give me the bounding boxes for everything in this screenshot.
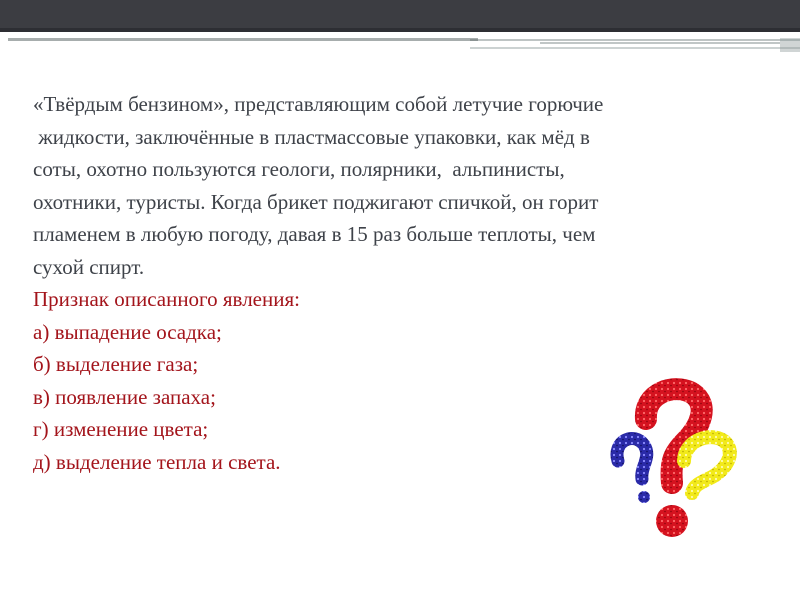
question-marks-icon (600, 375, 740, 545)
slide-header-bar (0, 0, 800, 28)
paragraph-line: жидкости, заключённые в пластмассовые упаковки, как мёд в (33, 124, 590, 149)
answer-option: г) изменение цвета; (33, 417, 209, 441)
paragraph-line: соты, охотно пользуются геологи, полярники, альпинисты, (33, 157, 565, 181)
blue-question-mark-icon (617, 438, 650, 503)
header-decoration-lines (0, 28, 800, 68)
answer-option: б) выделение газа; (33, 352, 199, 376)
paragraph-line: «Твёрдым бензином», представляющим собой летучие горючие (33, 92, 604, 116)
yellow-question-mark-icon (684, 437, 730, 493)
paragraph-line: пламенем в любую погоду, давая в 15 раз больше теплоты, чем (33, 222, 596, 246)
answer-option: а) выпадение осадка; (33, 319, 222, 344)
paragraph-line: охотники, туристы. Когда брикет поджигают спичкой, он горит (33, 189, 599, 214)
answer-option: д) выделение тепла и света. (33, 449, 281, 474)
red-question-mark-icon (646, 389, 702, 537)
answer-option: в) появление запаха; (33, 384, 216, 409)
paragraph-line: сухой спирт. (33, 254, 145, 279)
question-prompt: Признак описанного явления: (33, 287, 300, 311)
